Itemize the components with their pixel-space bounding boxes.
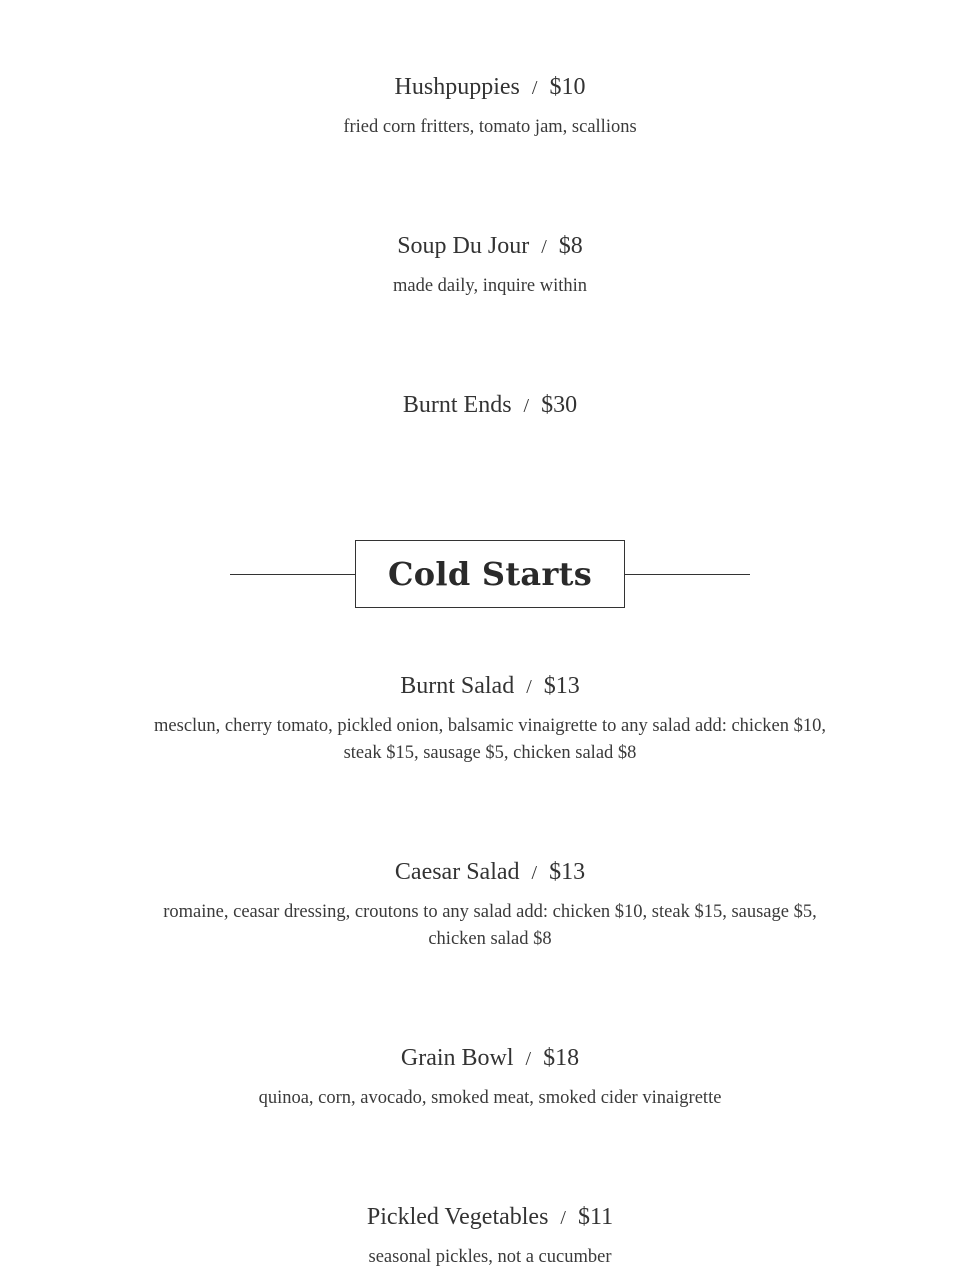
menu-item-price: $18 <box>543 1045 580 1071</box>
price-separator: / <box>560 1207 566 1229</box>
price-separator: / <box>531 77 538 99</box>
menu-item-title <box>15 231 965 262</box>
price-separator: / <box>526 676 532 698</box>
price-separator: / <box>525 1048 532 1070</box>
section-title: Cold Starts <box>387 555 593 593</box>
menu-item-title <box>15 671 965 702</box>
menu-item-name: Burnt Salad <box>400 673 515 699</box>
menu-item-description: mesclun, cherry tomato, pickled onion, balsamic vinaigrette to any salad add: chicken $10, steak $15, sausage $5, chicken salad $8 <box>154 716 826 763</box>
menu-item-pickled-vegetables <box>0 1202 965 1271</box>
menu-item-burnt-ends <box>0 390 965 421</box>
menu-item-price: $11 <box>577 1204 614 1230</box>
menu-item-hushpuppies <box>0 72 965 141</box>
divider-right <box>625 574 750 575</box>
section-header-cold-starts <box>0 540 965 608</box>
menu-item-name: Hushpuppies <box>394 74 520 100</box>
menu-item-title <box>15 1202 965 1233</box>
menu-item-price: $13 <box>543 673 580 699</box>
price-separator: / <box>523 395 530 417</box>
menu-item-description: fried corn fritters, tomato jam, scallions <box>343 117 637 137</box>
menu-item-price: $8 <box>558 233 583 259</box>
menu-item-name: Grain Bowl <box>400 1045 514 1071</box>
price-separator: / <box>541 236 547 258</box>
menu-item-grain-bowl <box>0 1043 965 1112</box>
menu-item-name: Pickled Vegetables <box>366 1204 549 1230</box>
menu-item-caesar-salad <box>0 857 965 953</box>
menu-item-burnt-salad <box>0 671 965 767</box>
divider-left <box>230 574 355 575</box>
menu-item-price: $10 <box>549 74 586 100</box>
menu-item-soup-du-jour <box>0 231 965 300</box>
menu-item-description: quinoa, corn, avocado, smoked meat, smoked cider vinaigrette <box>258 1088 722 1108</box>
menu-item-price: $13 <box>549 859 586 885</box>
menu-item-name: Soup Du Jour <box>397 233 530 259</box>
price-separator: / <box>531 862 538 884</box>
menu-item-title <box>15 72 965 103</box>
menu-item-name: Caesar Salad <box>394 859 520 885</box>
section-title-box <box>355 540 625 608</box>
menu-item-price: $30 <box>541 392 578 418</box>
menu-item-description: made daily, inquire within <box>392 276 588 296</box>
menu-item-title <box>15 857 965 888</box>
menu-item-name: Burnt Ends <box>402 392 512 418</box>
menu-item-title <box>15 1043 965 1074</box>
menu-item-description: romaine, ceasar dressing, croutons to any salad add: chicken $10, steak $15, sausage $5, chicken salad $8 <box>163 902 817 949</box>
menu-item-description: seasonal pickles, not a cucumber <box>368 1247 612 1267</box>
menu-item-title <box>15 390 965 421</box>
